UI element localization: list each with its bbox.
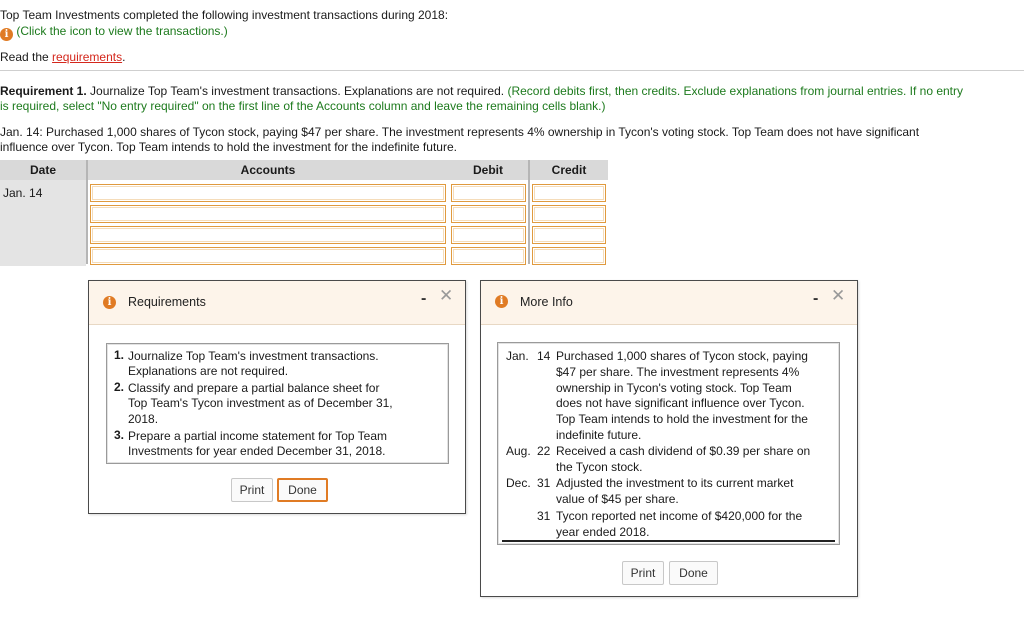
close-icon[interactable]: ✕ xyxy=(439,286,454,306)
requirement-text: Explanations are not required. xyxy=(128,364,289,378)
view-transactions-row[interactable] xyxy=(0,23,228,41)
header-credit: Credit xyxy=(551,163,587,177)
date-value: Jan. 14 xyxy=(3,186,43,200)
requirement-text: 2018. xyxy=(128,412,159,426)
transaction-text: year ended 2018. xyxy=(556,525,650,539)
requirement-text: Investments for year ended December 31, 2018. xyxy=(128,444,386,458)
transaction-text: indefinite future. xyxy=(556,428,642,442)
requirements-dialog xyxy=(88,280,466,514)
journal-header xyxy=(0,160,608,180)
total-rule xyxy=(502,540,835,542)
transaction-text: Purchased 1,000 shares of Tycon stock, paying xyxy=(556,349,808,363)
journal-table xyxy=(0,160,608,266)
requirement-1-text: Journalize Top Team's investment transactions. Explanations are not required. xyxy=(86,84,505,98)
transaction-prompt-line1: Jan. 14: Purchased 1,000 shares of Tycon stock, paying $47 per share. The investment represents 4% ownership in Tycon's voting stock. Top Team does not have significant xyxy=(0,125,920,139)
divider xyxy=(0,70,1024,71)
debit-input-3[interactable] xyxy=(451,226,526,244)
transaction-day: 22 xyxy=(537,444,551,458)
debit-input-2[interactable] xyxy=(451,205,526,223)
debit-input-4[interactable] xyxy=(451,247,526,265)
column-divider xyxy=(528,160,530,264)
requirements-dialog-header xyxy=(89,281,465,325)
requirement-number: 3. xyxy=(114,428,125,442)
more-info-dialog-title: More Info xyxy=(520,295,573,309)
transaction-text: Adjusted the investment to its current market xyxy=(556,476,794,490)
requirement-text: Classify and prepare a partial balance sheet for xyxy=(128,381,380,395)
requirement-text: Prepare a partial income statement for Top Team xyxy=(128,429,388,443)
header-date: Date xyxy=(29,163,56,177)
account-input-1[interactable] xyxy=(90,184,446,202)
requirement-text: Journalize Top Team's investment transactions. xyxy=(128,349,379,363)
transaction-month: Jan. xyxy=(506,349,529,363)
read-suffix: . xyxy=(122,50,126,64)
transaction-text: Received a cash dividend of $0.39 per share on xyxy=(556,444,811,458)
transaction-text: Top Team intends to hold the investment for the xyxy=(556,412,808,426)
requirement-1-instructions: (Record debits first, then credits. Exclude explanations from journal entries. If no entry xyxy=(504,84,964,98)
debit-input-1[interactable] xyxy=(451,184,526,202)
print-button[interactable]: Print xyxy=(231,478,273,502)
header-debit: Debit xyxy=(473,163,503,177)
requirement-text: Top Team's Tycon investment as of December 31, xyxy=(128,396,393,410)
requirement-1-line xyxy=(0,83,963,99)
transaction-text: value of $45 per share. xyxy=(556,492,679,506)
click-icon-text: (Click the icon to view the transactions.) xyxy=(16,24,228,38)
minimize-icon[interactable]: - xyxy=(421,290,427,307)
transaction-text: Tycon reported net income of $420,000 for the xyxy=(556,509,803,523)
credit-input-4[interactable] xyxy=(532,247,606,265)
minimize-icon[interactable]: - xyxy=(813,290,819,307)
transaction-month: Dec. xyxy=(506,476,531,490)
requirements-list xyxy=(106,343,449,464)
credit-input-3[interactable] xyxy=(532,226,606,244)
transaction-day: 31 xyxy=(537,509,551,523)
transaction-day: 31 xyxy=(537,476,551,490)
account-input-2[interactable] xyxy=(90,205,446,223)
requirement-1-label: Requirement 1. xyxy=(0,84,87,98)
done-button[interactable]: Done xyxy=(277,478,328,502)
transactions-list xyxy=(497,342,840,545)
transaction-month: Aug. xyxy=(506,444,531,458)
transaction-day: 14 xyxy=(537,349,551,363)
print-button[interactable]: Print xyxy=(622,561,664,585)
more-info-dialog-header xyxy=(481,281,857,325)
requirement-number: 1. xyxy=(114,348,125,362)
transaction-text: the Tycon stock. xyxy=(556,460,643,474)
transaction-prompt-line2: influence over Tycon. Top Team intends to hold the investment for the indefinite future. xyxy=(0,140,457,154)
account-input-4[interactable] xyxy=(90,247,446,265)
read-requirements-row xyxy=(0,49,125,65)
transaction-text: $47 per share. The investment represents 4% xyxy=(556,365,800,379)
intro-text: Top Team Investments completed the following investment transactions during 2018: xyxy=(0,8,449,22)
requirements-dialog-title: Requirements xyxy=(128,295,206,309)
date-cell xyxy=(0,180,86,266)
column-divider xyxy=(86,160,88,264)
requirements-link[interactable]: requirements xyxy=(52,50,123,64)
done-button[interactable]: Done xyxy=(669,561,718,585)
close-icon[interactable]: ✕ xyxy=(831,286,846,306)
transaction-text: does not have significant influence over Tycon. xyxy=(556,396,805,410)
transaction-text: ownership in Tycon's voting stock. Top Team xyxy=(556,381,792,395)
header-accounts: Accounts xyxy=(240,163,296,177)
info-icon: i xyxy=(103,296,116,309)
info-icon: i xyxy=(495,295,508,308)
info-icon[interactable]: i xyxy=(0,28,13,41)
read-prefix: Read the xyxy=(0,50,53,64)
credit-input-2[interactable] xyxy=(532,205,606,223)
credit-input-1[interactable] xyxy=(532,184,606,202)
requirement-number: 2. xyxy=(114,380,125,394)
account-input-3[interactable] xyxy=(90,226,446,244)
requirement-1-instructions-cont: is required, select "No entry required" on the first line of the Accounts column and leave the remaining cells blank.) xyxy=(0,99,606,113)
more-info-dialog xyxy=(480,280,858,597)
